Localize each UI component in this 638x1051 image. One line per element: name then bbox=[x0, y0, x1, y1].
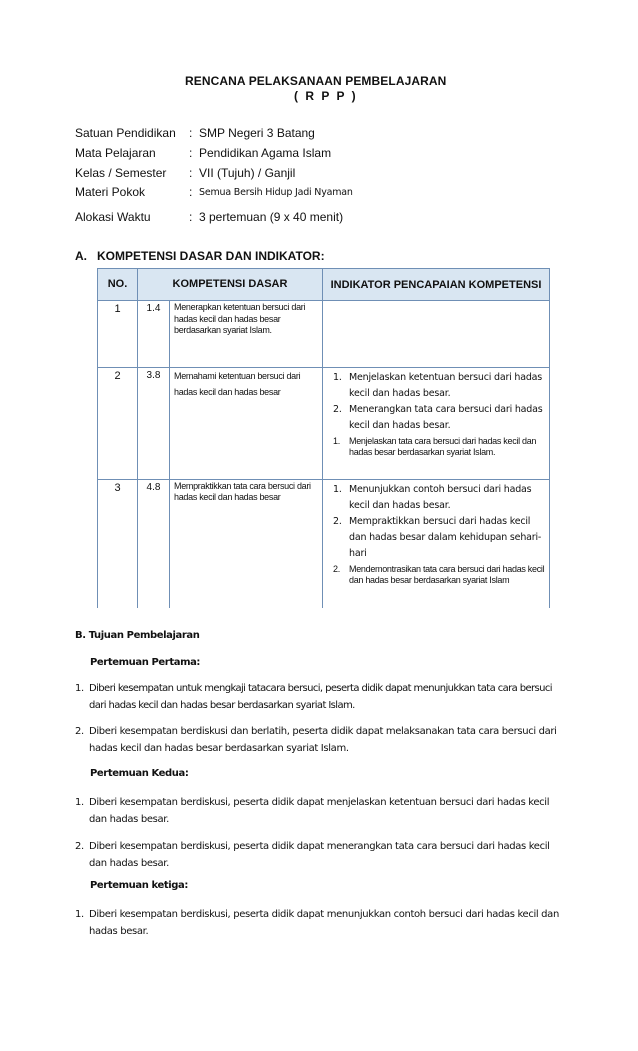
info-value: SMP Negeri 3 Batang bbox=[199, 126, 315, 140]
goal-number: 1. bbox=[75, 683, 84, 694]
goal-text: Diberi kesempatan untuk mengkaji tatacara bersuci, peserta didik dapat menunjukkan tata cara bersuci dari hadas kecil dan hadas besar berdasarkan syariat Islam. bbox=[89, 683, 552, 711]
indicator-item bbox=[333, 482, 545, 514]
info-separator: : bbox=[189, 126, 193, 140]
info-separator: : bbox=[189, 185, 193, 199]
indicator-text: Menjelaskan tata cara bersuci dari hadas kecil dan hadas besar berdasarkan syariat Islam. bbox=[349, 436, 537, 457]
indicator-number: 1. bbox=[333, 484, 342, 495]
indicator-number: 1. bbox=[333, 372, 342, 383]
row-number: 1 bbox=[98, 301, 138, 368]
goal-number: 1. bbox=[75, 909, 84, 920]
indicator-number: 1. bbox=[333, 436, 340, 446]
goal-text: Diberi kesempatan berdiskusi dan berlatih, peserta didik dapat melaksanakan tata cara bersuci dari hadas kecil dan hadas besar berdasarkan syariat Islam. bbox=[89, 726, 557, 754]
info-value: Pendidikan Agama Islam bbox=[199, 146, 332, 160]
goal-number: 2. bbox=[75, 726, 84, 737]
kd-code: 3.8 bbox=[138, 368, 170, 480]
kd-text: Menerapkan ketentuan bersuci dari hadas kecil dan hadas besar berdasarkan syariat Islam. bbox=[170, 301, 323, 368]
indicator-number: 2. bbox=[333, 404, 342, 415]
table-row bbox=[98, 368, 550, 480]
section-b-heading: B. Tujuan Pembelajaran bbox=[75, 630, 200, 641]
indicator-number: 2. bbox=[333, 516, 342, 527]
info-value: 3 pertemuan (9 x 40 menit) bbox=[199, 210, 344, 224]
info-value: Semua Bersih Hidup Jadi Nyaman bbox=[199, 187, 353, 198]
info-value: VII (Tujuh) / Ganjil bbox=[199, 166, 296, 180]
info-label: Kelas / Semester bbox=[75, 166, 167, 180]
info-separator: : bbox=[189, 166, 193, 180]
indicator-number: 2. bbox=[333, 564, 340, 574]
indicator-cell bbox=[323, 368, 550, 480]
header-no: NO. bbox=[98, 269, 138, 301]
info-separator: : bbox=[189, 146, 193, 160]
goal-number: 1. bbox=[75, 797, 84, 808]
kd-code: 4.8 bbox=[138, 480, 170, 608]
indicator-text: Menerangkan tata cara bersuci dari hadas kecil dan hadas besar. bbox=[349, 404, 543, 431]
indicator-item bbox=[333, 402, 545, 434]
indicator-text: Menunjukkan contoh bersuci dari hadas kecil dan hadas besar. bbox=[349, 484, 532, 511]
info-label: Materi Pokok bbox=[75, 185, 146, 199]
indicator-item bbox=[333, 514, 545, 562]
info-label: Alokasi Waktu bbox=[75, 210, 151, 224]
section-title: KOMPETENSI DASAR DAN INDIKATOR: bbox=[97, 249, 325, 263]
kd-code: 1.4 bbox=[138, 301, 170, 368]
indicator-item bbox=[333, 564, 545, 586]
indicator-cell bbox=[323, 480, 550, 608]
meeting-label-first: Pertemuan Pertama: bbox=[90, 657, 201, 668]
info-label: Mata Pelajaran bbox=[75, 146, 156, 160]
header-indikator: INDIKATOR PENCAPAIAN KOMPETENSI bbox=[323, 269, 550, 301]
meeting-label-second: Pertemuan Kedua: bbox=[90, 768, 189, 779]
indicator-cell bbox=[323, 301, 550, 368]
goal-text: Diberi kesempatan berdiskusi, peserta didik dapat menerangkan tata cara bersuci dari hadas kecil dan hadas besar. bbox=[89, 841, 550, 869]
table-row bbox=[98, 301, 550, 368]
info-label: Satuan Pendidikan bbox=[75, 126, 176, 140]
document-subtitle: ( R P P ) bbox=[294, 89, 358, 103]
section-letter: A. bbox=[75, 249, 87, 263]
goal-number: 2. bbox=[75, 841, 84, 852]
indicator-text: Mempraktikkan bersuci dari hadas kecil dan hadas besar dalam kehidupan sehari-hari bbox=[349, 516, 542, 559]
meeting-label-third: Pertemuan ketiga: bbox=[90, 880, 188, 891]
table-row bbox=[98, 480, 550, 608]
info-separator: : bbox=[189, 210, 193, 224]
indicator-text: Mendemontrasikan tata cara bersuci dari hadas kecil dan hadas besar berdasarkan syariat Islam bbox=[349, 564, 545, 585]
indicator-text: Menjelaskan ketentuan bersuci dari hadas kecil dan hadas besar. bbox=[349, 372, 543, 399]
kd-text: Memahami ketentuan bersuci dari hadas kecil dan hadas besar bbox=[170, 368, 323, 480]
kd-text: Mempraktikkan tata cara bersuci dari hadas kecil dan hadas besar bbox=[170, 480, 323, 608]
document-title: RENCANA PELAKSANAAN PEMBELAJARAN bbox=[185, 74, 447, 88]
goal-text: Diberi kesempatan berdiskusi, peserta didik dapat menunjukkan contoh bersuci dari hadas kecil dan hadas besar. bbox=[89, 909, 559, 937]
goal-text: Diberi kesempatan berdiskusi, peserta didik dapat menjelaskan ketentuan bersuci dari hadas kecil dan hadas besar. bbox=[89, 797, 550, 825]
row-number: 2 bbox=[98, 368, 138, 480]
indicator-item bbox=[333, 370, 545, 402]
indicator-item bbox=[333, 436, 545, 458]
competency-table bbox=[97, 268, 550, 608]
header-kompetensi-dasar: KOMPETENSI DASAR bbox=[138, 269, 323, 301]
row-number: 3 bbox=[98, 480, 138, 608]
